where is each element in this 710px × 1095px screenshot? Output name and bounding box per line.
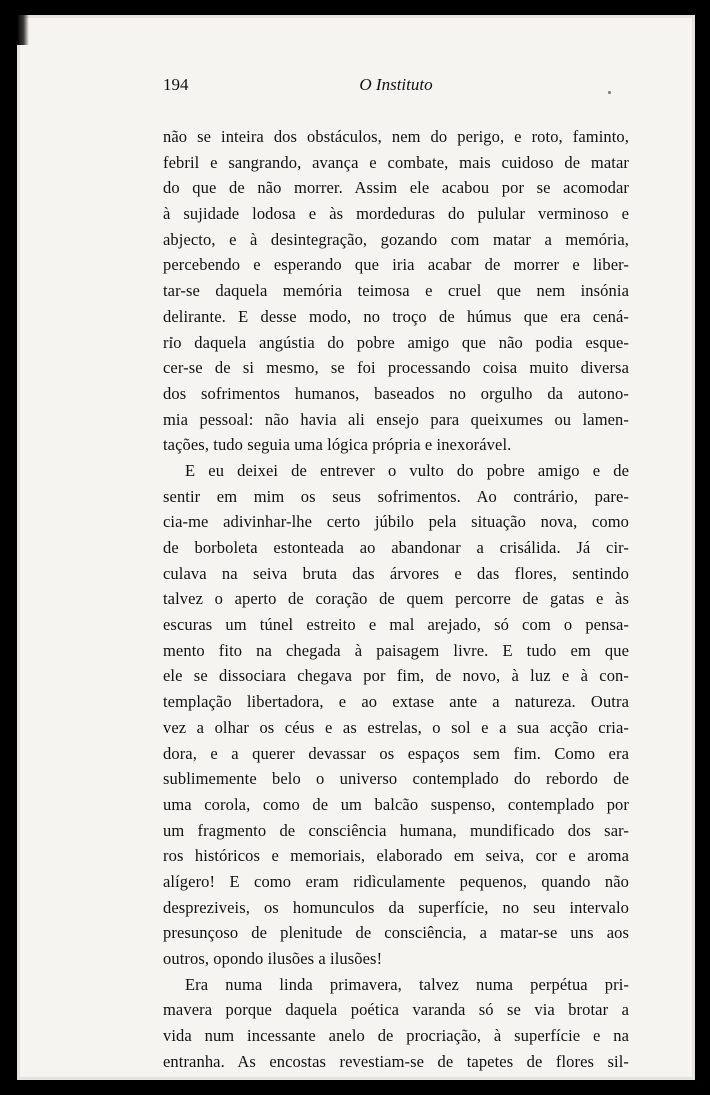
text-line: rio daquela angústia do pobre amigo que não podia esque-: [163, 332, 629, 352]
text-line: do que de não morrer. Assim ele acabou por se acomodar: [163, 178, 629, 198]
text-line: E eu deixei de entrever o vulto do pobre amigo e de: [185, 460, 629, 480]
text-line: Era numa linda primavera, talvez numa perpétua pri-: [185, 974, 629, 994]
page-number: 194: [163, 75, 189, 94]
text-line: mia pessoal: não havia ali ensejo para queixumes ou lamen-: [163, 409, 629, 429]
text-line: mavera porque daquela poética varanda só se via brotar a: [163, 1000, 629, 1020]
running-title: O Instituto: [359, 75, 433, 94]
text-line: templação libertadora, e ao extase ante a natureza. Outra: [163, 692, 629, 712]
text-line: percebendo e esperando que iria acabar de morrer e liber-: [163, 255, 629, 275]
text-line: um fragmento de consciência humana, mundificado dos sar-: [163, 820, 629, 840]
text-line: sublimemente belo o universo contemplado do rebordo de: [163, 769, 629, 789]
text-line: cia-me adivinhar-lhe certo júbilo pela situação nova, como: [163, 512, 629, 532]
scan-fold-mark: [17, 15, 29, 45]
text-line: alígero! E como eram ridìculamente pequenos, quando não: [163, 871, 629, 891]
text-line: cer-se de si mesmo, se foi processando coisa muito diversa: [163, 358, 629, 378]
text-line: ele se dissociara chegava por fim, de novo, à luz e à con-: [163, 666, 629, 686]
text-line: delirante. E desse modo, no troço de húmus que era cená-: [163, 306, 629, 326]
text-line: mento fito na chegada à paisagem livre. E tudo em que: [163, 640, 629, 660]
text-line: outros, opondo ilusões a ilusões!: [163, 949, 383, 968]
text-line: não se inteira dos obstáculos, nem do perigo, e roto, faminto,: [163, 127, 629, 146]
text-line: vez a olhar os céus e as estrelas, o sol e a sua acção cria-: [163, 717, 629, 737]
text-line: ros históricos e memoriais, elaborado em seiva, cor e aroma: [163, 846, 629, 866]
body-text: [163, 124, 629, 1074]
text-line: despreziveis, os homunculos da superfície, no seu intervalo: [163, 897, 629, 917]
text-line: febril e sangrando, avança e combate, mais cuidoso de matar: [163, 152, 629, 172]
text-line: tar-se daquela memória teimosa e cruel que nem insónia: [163, 281, 629, 301]
text-line: uma corola, como de um balcão suspenso, contemplado por: [163, 794, 629, 814]
text-line: presunçoso de plenitude de consciência, a matar-se uns aos: [163, 923, 629, 943]
text-line: escuras um túnel estreito e mal arejado, só com o pensa-: [163, 615, 629, 635]
text-line: culava na seiva bruta das árvores e das flores, sentindo: [163, 563, 629, 583]
text-line: entranha. As encostas revestiam-se de tapetes de flores sil-: [163, 1051, 629, 1071]
text-line: sentir em mim os seus sofrimentos. Ao contrário, pare-: [163, 486, 629, 506]
text-line: tações, tudo seguia uma lógica própria e inexorável.: [163, 435, 512, 455]
text-line: de borboleta estonteada ao abandonar a crisálida. Já cir-: [163, 538, 629, 557]
text-line: dos sofrimentos humanos, baseados no orgulho da autono-: [163, 383, 629, 403]
text-line: abjecto, e à desintegração, gozando com matar a memória,: [163, 229, 629, 249]
text-line: talvez o aperto de coração de quem percorre de gatas e às: [163, 589, 629, 609]
text-line: dora, e a querer devassar os espaços sem fim. Como era: [163, 743, 629, 763]
text-line: à sujidade lodosa e às mordeduras do pulular verminoso e: [163, 204, 629, 224]
text-line: vida num incessante anelo de procriação, à superfície e na: [163, 1026, 629, 1046]
page-header: [163, 72, 629, 98]
